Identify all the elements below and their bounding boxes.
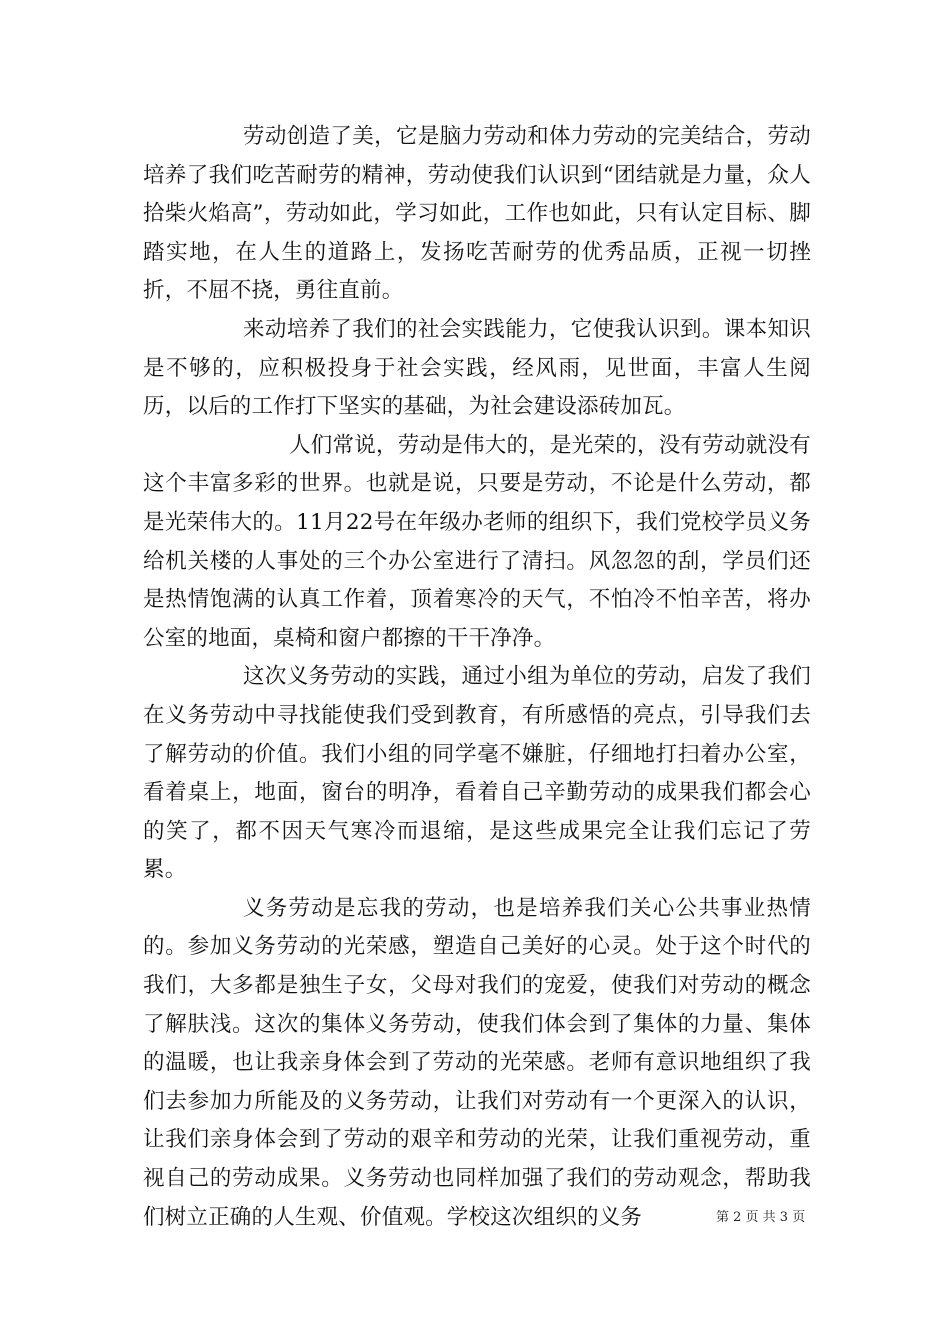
paragraph-4: 这次义务劳动的实践，通过小组为单位的劳动，启发了我们在义务劳动中寻找能使我们受到教育，有所感悟的亮点，引导我们去了解劳动的价值。我们小组的同学毫不嫌脏，仔细地打扫着办公室，看着桌上，地面，窗台的明净，看着自己辛勤劳动的成果我们都会心的笑了，都不因天气寒冷而退缩，是这些成果完全让我们忘记了劳累。 [143, 664, 811, 883]
page-number: 第 2 页 共 3 页 [716, 1210, 806, 1225]
paragraph-3: 人们常说，劳动是伟大的，是光荣的，没有劳动就没有这个丰富多彩的世界。也就是说，只要是劳动，不论是什么劳动，都是光荣伟大的。11月22号在年级办老师的组织下，我们党校学员义务给机关楼的人事处的三个办公室进行了清扫。风忽忽的刮，学员们还是热情饱满的认真工作着，顶着寒冷的天气，不怕冷不怕辛苦，将办公室的地面，桌椅和窗户都擦的干干净净。 [143, 432, 811, 651]
paragraph-1: 劳动创造了美，它是脑力劳动和体力劳动的完美结合，劳动培养了我们吃苦耐劳的精神，劳动使我们认识到“团结就是力量，众人拾柴火焰高”，劳动如此，学习如此，工作也如此，只有认定目标、脚踏实地，在人生的道路上，发扬吃苦耐劳的优秀品质，正视一切挫折，不屈不挠，勇往直前。 [143, 124, 811, 304]
document-body [143, 118, 811, 1237]
paragraph-2: 来动培养了我们的社会实践能力，它使我认识到。课本知识是不够的，应积极投身于社会实践，经风雨，见世面，丰富人生阅历，以后的工作打下坚实的基础，为社会建设添砖加瓦。 [143, 316, 811, 420]
paragraph-5: 义务劳动是忘我的劳动，也是培养我们关心公共事业热情的。参加义务劳动的光荣感，塑造自己美好的心灵。处于这个时代的我们，大多都是独生子女，父母对我们的宠爱，使我们对劳动的概念了解肤浅。这次的集体义务劳动，使我们体会到了集体的力量、集体的温暖，也让我亲身体会到了劳动的光荣感。老师有意识地组织了我们去参加力所能及的义务劳动，让我们对劳动有一个更深入的认识，让我们亲身体会到了劳动的艰辛和劳动的光荣，让我们重视劳动，重视自己的劳动成果。义务劳动也同样加强了我们的劳动观念，帮助我们树立正确的人生观、价值观。学校这次组织的义务 [143, 895, 811, 1230]
